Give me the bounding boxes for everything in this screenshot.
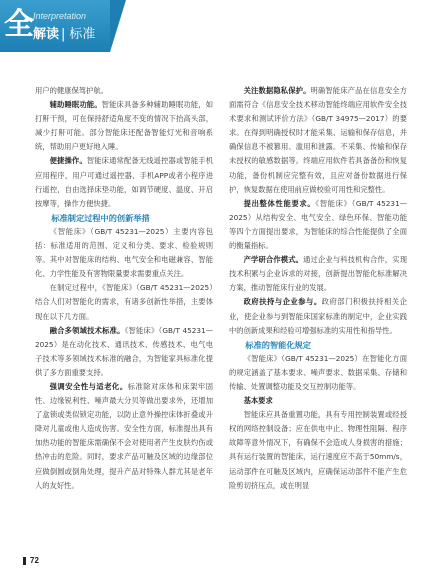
paragraph [35, 380, 213, 493]
left-column [35, 84, 213, 493]
paragraph-body: 明确智能床产品在信息安全方面需符合《信息安全技术移动智能终端应用软件安全技术要求和测试评价方法》（GB/T 34975—2017）的要求。在得到明确授权时才能采集、运输和保存信息，并确保信息不被篡用、滥用和泄露。不采集、传输和保存未授权的敏感数据等。终端应用软件若具备备份和恢复功能，备份机制应完整有效，且应对备份数据进行保护，恢复数据在使用前应做校验可用性和完整性。 [229, 86, 408, 194]
paragraph [229, 84, 407, 197]
paragraph: 用户的健康保驾护航。 [35, 86, 108, 95]
section-heading: 标准制定过程中的创新举措 [51, 212, 150, 223]
subsection-heading: 基本要求 [243, 396, 273, 406]
page-header [0, 0, 427, 52]
column-cn-label: 解读 [33, 27, 60, 42]
paragraph-lead: 辅助睡眠功能。 [49, 100, 102, 110]
paragraph-body: 智能床具备多种辅助睡眠功能，如打鼾干预，可在保持舒适角度不变的情况下抬高头部，减少打鼾可能。部分智能床还配备智能灯光和音响系统，帮助用户更好地入睡。 [35, 100, 214, 152]
paragraph-lead: 产学研合作模式。 [243, 255, 304, 265]
paragraph-body: 《智能床》（GB/T 45231—2025）从结构安全、电气安全、绿色环保、智能功能等四个方面提出要求，为智能床的综合性能提供了全面的衡量指标。 [229, 198, 408, 251]
paragraph-lead: 关注数据隐私保护。 [243, 86, 311, 95]
page-number [23, 556, 39, 565]
label-separator: | [61, 27, 66, 42]
paragraph [229, 295, 407, 337]
column-chinese-label [33, 23, 97, 42]
paragraph: 在制定过程中，《智能床》（GB/T 45231—2025）结合人们对智能化的需求，有诸多创新性举措，主要体现在以下几方面。 [35, 283, 213, 321]
paragraph-lead: 提出整体性能要求。 [243, 198, 316, 208]
paragraph-body: 通过企业与科技机构合作，实现技术积累与企业诉求的对接，创新提出智能化标准解决方案，推动智能床行业的发展。 [229, 255, 408, 293]
right-column [229, 84, 407, 493]
paragraph-body: 标准除对床体和床架牢固性、边缘锐利性、噪声最大分贝等做出要求外，还增加了盒锁或类似锁定功能，以防止意外操控床体折叠或升降对儿童或他人造成伤害。安全性方面，标准提出具有加热功能的智能床需确保不会对使用者产生皮肤灼伤或热冲击的危险。同时，要求产品可触及区域的边缘部位应做倒圆或倒角处理，提升产品对特殊人群尤其是老年人的友好性。 [35, 381, 214, 490]
paragraph-body: 政府部门积极扶持相关企业，使企业参与到智能床国家标准的制定中，企业实践中的创新成果和经验可增强标准的实用性和指导性。 [229, 297, 408, 335]
paragraph-lead: 融合多领域技术标准。 [49, 325, 125, 335]
column-english-label: Interpretation [33, 11, 87, 21]
paragraph-lead: 政府扶持与企业参与。 [243, 297, 322, 307]
paragraph: 《智能床》（GB/T 45231—2025）主要内容包括：标准适用的范围、定义和分类、要求、检验规则等。其中对智能床的结构、电气安全和电磁兼容、智能化、力学性能及有害物限量要求需要重点关注。 [35, 226, 213, 279]
paragraph: 《智能床》（GB/T 45231—2025）在智能化方面的规定涵盖了基本要求、噪声要求、数据采集、存储和传输、处置调整功能及交互控制功能等。 [229, 353, 407, 391]
paragraph-lead: 便捷操作。 [49, 156, 87, 166]
column-logo-char: 全 [4, 7, 34, 42]
paragraph [35, 98, 213, 154]
paragraph-lead: 强调安全性与适老化。 [49, 381, 128, 391]
paragraph [229, 253, 407, 295]
column-category: 标准 [69, 27, 96, 42]
paragraph: 智能床应具备重置功能，具有专用控制装置或经授权的网络控制设备；应在供电中止、物理性阻隔、程序故障等意外情况下，有确保不会造成人身损害的措施；具有运行装置的智能床，运行速度应不高于50mm/s，运动部件在可触及区域内，应确保运动部件不能产生危险剪切挤压点，或在明显 [229, 410, 407, 490]
paragraph-body: 智能床通常配备无线遥控器或智能手机应用程序，用户可通过遥控器、手机APP或者小程序进行遥控，自由选择床垫功能，如调节硬度、温度、开启按摩等，操作方便快捷。 [35, 156, 214, 208]
paragraph [35, 154, 213, 210]
section-heading: 标准的智能化规定 [245, 339, 311, 350]
paragraph [229, 197, 407, 253]
page-number-text: 72 [30, 556, 39, 565]
paragraph [35, 324, 213, 380]
paragraph-body: 《智能床》（GB/T 45231—2025）是在动化技术、通讯技术、传感技术、电气电子技术等多领域技术标准的融合，为智能家具标准化提供了多方面重要支持。 [35, 325, 214, 377]
